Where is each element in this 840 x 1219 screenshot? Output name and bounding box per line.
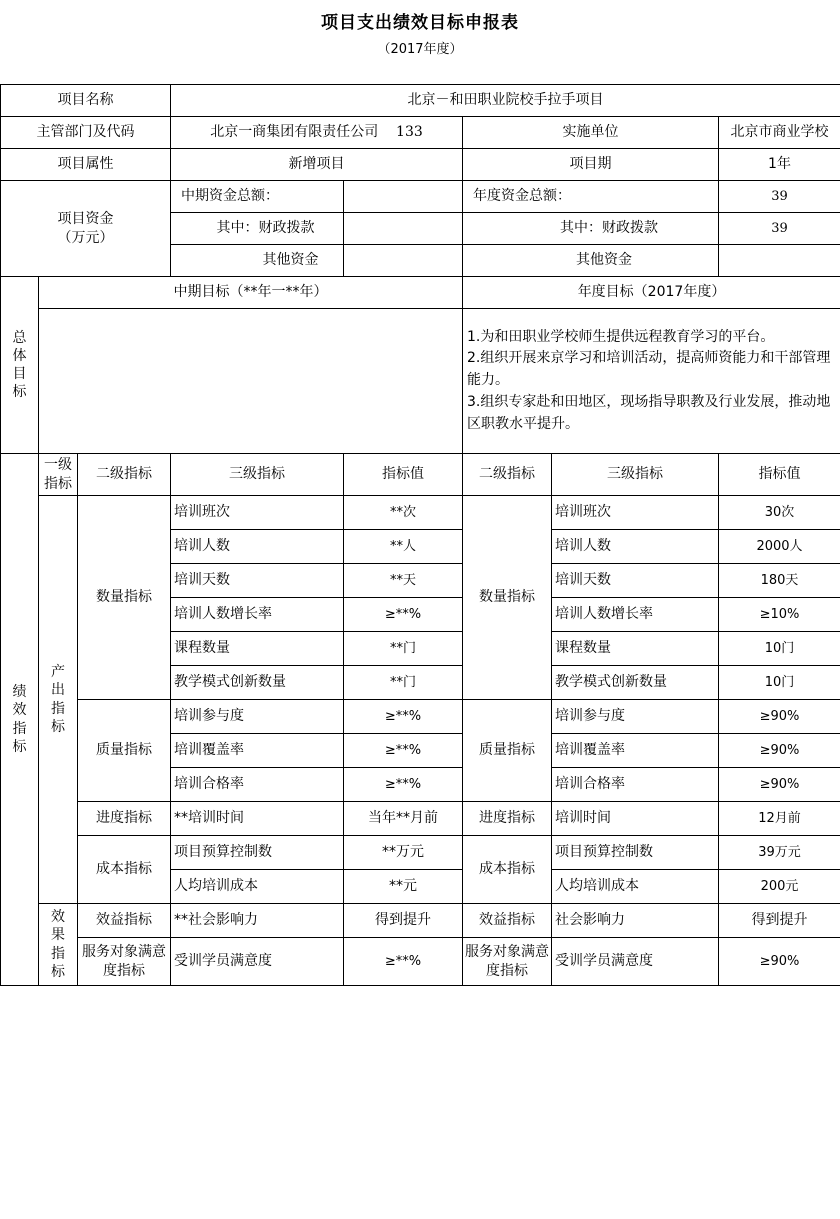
annual-benefit-label: 效益指标 bbox=[463, 904, 552, 938]
mid-l3: 受训学员满意度 bbox=[171, 938, 344, 986]
annual-goal-text bbox=[463, 309, 840, 454]
annual-l3: 培训时间 bbox=[552, 802, 719, 836]
annual-total-value: 39 bbox=[719, 181, 840, 213]
mid-level3-header: 三级指标 bbox=[171, 454, 344, 496]
mid-goal-header: 中期目标（**年一**年） bbox=[39, 277, 463, 309]
annual-value: 39万元 bbox=[719, 836, 840, 870]
annual-level3-header: 三级指标 bbox=[552, 454, 719, 496]
annual-value: ≥90% bbox=[719, 768, 840, 802]
mid-total-value bbox=[344, 181, 463, 213]
annual-satisfaction-label: 服务对象满意度指标 bbox=[463, 938, 552, 986]
annual-fiscal-value: 39 bbox=[719, 213, 840, 245]
mid-total-label: 中期资金总额： bbox=[171, 181, 344, 213]
project-name-value: 北京－和田职业院校手拉手项目 bbox=[171, 85, 840, 117]
annual-value: 10门 bbox=[719, 666, 840, 700]
annual-level2-header: 二级指标 bbox=[463, 454, 552, 496]
overall-goal-label bbox=[1, 277, 39, 454]
mid-value: 得到提升 bbox=[344, 904, 463, 938]
mid-value: **次 bbox=[344, 496, 463, 530]
annual-l3: 培训合格率 bbox=[552, 768, 719, 802]
mid-value: ≥**% bbox=[344, 768, 463, 802]
mid-l3: 培训覆盖率 bbox=[171, 734, 344, 768]
annual-goal-line: 2.组织开展来京学习和培训活动，提高师资能力和干部管理能力。 bbox=[467, 350, 831, 389]
effect-indicator-label-text: 效果指标 bbox=[51, 909, 65, 980]
period-value: 1年 bbox=[719, 149, 840, 181]
mid-goal-text bbox=[39, 309, 463, 454]
overall-goal-label-text: 总体目标 bbox=[12, 329, 27, 401]
annual-value: ≥90% bbox=[719, 734, 840, 768]
funds-unit: （万元） bbox=[57, 229, 114, 246]
mid-value: **万元 bbox=[344, 836, 463, 870]
mid-l3: 培训合格率 bbox=[171, 768, 344, 802]
annual-quantity-label: 数量指标 bbox=[463, 496, 552, 700]
annual-l3: 课程数量 bbox=[552, 632, 719, 666]
mid-l3: **社会影响力 bbox=[171, 904, 344, 938]
annual-l3: 培训人数 bbox=[552, 530, 719, 564]
annual-l3: 培训人数增长率 bbox=[552, 598, 719, 632]
mid-l3: 课程数量 bbox=[171, 632, 344, 666]
annual-progress-label: 进度指标 bbox=[463, 802, 552, 836]
mid-l3: 教学模式创新数量 bbox=[171, 666, 344, 700]
annual-value: 30次 bbox=[719, 496, 840, 530]
mid-quantity-label: 数量指标 bbox=[78, 496, 171, 700]
mid-value: ≥**% bbox=[344, 700, 463, 734]
mid-progress-label: 进度指标 bbox=[78, 802, 171, 836]
impl-unit-label: 实施单位 bbox=[463, 117, 719, 149]
mid-value: **门 bbox=[344, 666, 463, 700]
perf-indicator-label-text: 绩效指标 bbox=[12, 684, 27, 755]
project-name-label: 项目名称 bbox=[1, 85, 171, 117]
annual-value: ≥10% bbox=[719, 598, 840, 632]
level1-header-text: 一级指标 bbox=[44, 457, 72, 492]
annual-l3: 培训覆盖率 bbox=[552, 734, 719, 768]
annual-l3: 培训班次 bbox=[552, 496, 719, 530]
funds-label-text: 项目资金 bbox=[57, 210, 114, 227]
mid-l3: 培训班次 bbox=[171, 496, 344, 530]
annual-value: ≥90% bbox=[719, 938, 840, 986]
mid-l3: **培训时间 bbox=[171, 802, 344, 836]
mid-benefit-label: 效益指标 bbox=[78, 904, 171, 938]
annual-goal-line: 1.为和田职业学校师生提供远程教育学习的平台。 bbox=[467, 328, 775, 345]
mid-satisfaction-label: 服务对象满意度指标 bbox=[78, 938, 171, 986]
mid-value-header: 指标值 bbox=[344, 454, 463, 496]
mid-l3: 培训人数 bbox=[171, 530, 344, 564]
mid-value: **天 bbox=[344, 564, 463, 598]
annual-l3: 社会影响力 bbox=[552, 904, 719, 938]
mid-l3: 培训天数 bbox=[171, 564, 344, 598]
annual-value: 2000人 bbox=[719, 530, 840, 564]
mid-value: **门 bbox=[344, 632, 463, 666]
annual-value-header: 指标值 bbox=[719, 454, 840, 496]
dept-code: 133 bbox=[396, 124, 423, 141]
annual-value: 得到提升 bbox=[719, 904, 840, 938]
mid-level2-header: 二级指标 bbox=[78, 454, 171, 496]
output-indicator-label-text: 产出指标 bbox=[51, 664, 65, 735]
dept-value bbox=[171, 117, 463, 149]
annual-l3: 培训参与度 bbox=[552, 700, 719, 734]
attr-label: 项目属性 bbox=[1, 149, 171, 181]
annual-goal-header: 年度目标（2017年度） bbox=[463, 277, 840, 309]
annual-value: ≥90% bbox=[719, 700, 840, 734]
mid-cost-label: 成本指标 bbox=[78, 836, 171, 904]
mid-value: ≥**% bbox=[344, 598, 463, 632]
annual-other-value bbox=[719, 245, 840, 277]
form-subtitle: （2017年度） bbox=[377, 42, 463, 57]
dept-label: 主管部门及代码 bbox=[1, 117, 171, 149]
mid-other-label: 其他资金 bbox=[171, 245, 344, 277]
level1-header bbox=[39, 454, 78, 496]
mid-value: ≥**% bbox=[344, 734, 463, 768]
dept-name: 北京一商集团有限责任公司 bbox=[210, 124, 379, 141]
annual-goal-line: 3.组织专家赴和田地区，现场指导职教及行业发展，推动地区职教水平提升。 bbox=[467, 393, 831, 432]
mid-l3: 培训参与度 bbox=[171, 700, 344, 734]
effect-indicator-label bbox=[39, 904, 78, 986]
annual-l3: 受训学员满意度 bbox=[552, 938, 719, 986]
impl-unit-value: 北京市商业学校 bbox=[719, 117, 840, 149]
annual-cost-label: 成本指标 bbox=[463, 836, 552, 904]
performance-target-table bbox=[0, 84, 840, 986]
annual-value: 10门 bbox=[719, 632, 840, 666]
annual-l3: 培训天数 bbox=[552, 564, 719, 598]
mid-quality-label: 质量指标 bbox=[78, 700, 171, 802]
annual-l3: 项目预算控制数 bbox=[552, 836, 719, 870]
annual-total-label: 年度资金总额： bbox=[463, 181, 719, 213]
mid-l3: 培训人数增长率 bbox=[171, 598, 344, 632]
mid-other-value bbox=[344, 245, 463, 277]
annual-value: 12月前 bbox=[719, 802, 840, 836]
output-indicator-label bbox=[39, 496, 78, 904]
perf-indicator-label bbox=[1, 454, 39, 986]
mid-fiscal-label: 其中：财政拨款 bbox=[171, 213, 344, 245]
annual-value: 200元 bbox=[719, 870, 840, 904]
period-label: 项目期 bbox=[463, 149, 719, 181]
form-title: 项目支出绩效目标申报表 bbox=[321, 13, 519, 33]
mid-fiscal-value bbox=[344, 213, 463, 245]
mid-value: ≥**% bbox=[344, 938, 463, 986]
annual-quality-label: 质量指标 bbox=[463, 700, 552, 802]
attr-value: 新增项目 bbox=[171, 149, 463, 181]
mid-value: **人 bbox=[344, 530, 463, 564]
mid-l3: 项目预算控制数 bbox=[171, 836, 344, 870]
funds-label bbox=[1, 181, 171, 277]
annual-value: 180天 bbox=[719, 564, 840, 598]
mid-l3: 人均培训成本 bbox=[171, 870, 344, 904]
mid-value: **元 bbox=[344, 870, 463, 904]
annual-fiscal-label: 其中：财政拨款 bbox=[463, 213, 719, 245]
annual-l3: 人均培训成本 bbox=[552, 870, 719, 904]
annual-other-label: 其他资金 bbox=[463, 245, 719, 277]
annual-l3: 教学模式创新数量 bbox=[552, 666, 719, 700]
mid-value: 当年**月前 bbox=[344, 802, 463, 836]
